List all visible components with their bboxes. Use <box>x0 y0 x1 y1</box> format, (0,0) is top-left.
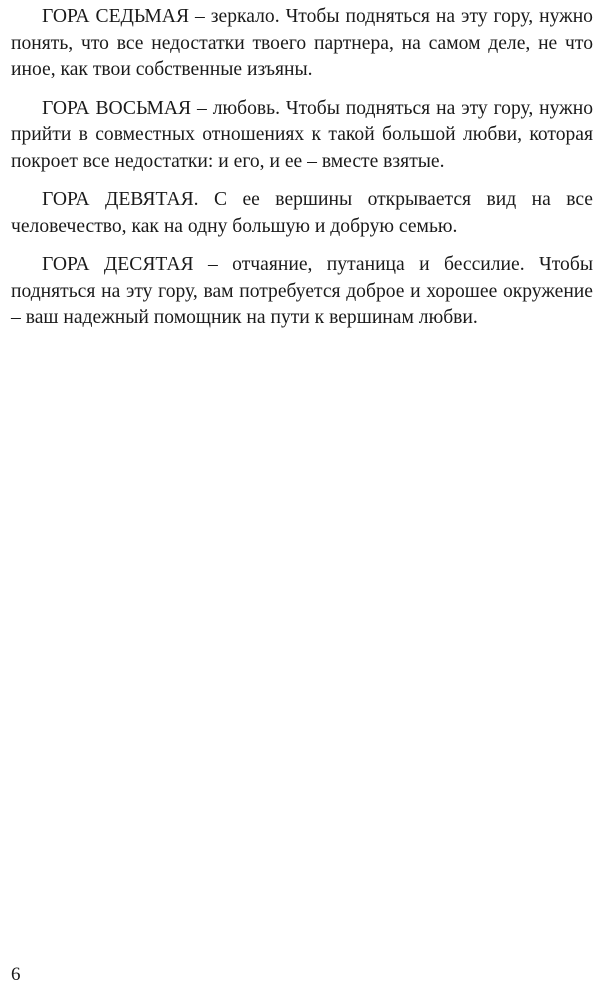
page-number: 6 <box>11 964 21 985</box>
paragraph-mountain-7 <box>11 4 593 84</box>
paragraph-mountain-9 <box>11 187 593 240</box>
paragraph-text: . С ее вершины открывается вид на все человечество, как на одну большую и добрую семью. <box>11 189 593 237</box>
paragraph-mountain-8 <box>11 96 593 176</box>
paragraph-heading: ГОРА ВОСЬМАЯ <box>42 97 192 119</box>
paragraph-text: – зеркало. Чтобы подняться на эту гору, нужно понять, что все недостатки твоего партнера, на самом деле, не что иное, как твои собственные изъяны. <box>11 6 593 80</box>
paragraph-text: – отчаяние, путаница и бессилие. Чтобы подняться на эту гору, вам потребуется доброе и хорошее окружение – ваш надежный помощник на пути к вершинам любви. <box>11 254 593 328</box>
paragraph-text: – любовь. Чтобы подняться на эту гору, нужно прийти в совместных отношениях к такой большой любви, которая покроет все недостатки: и его, и ее – вместе взятые. <box>11 97 594 172</box>
paragraph-heading: ГОРА СЕДЬМАЯ <box>42 6 190 27</box>
paragraph-heading: ГОРА ДЕСЯТАЯ <box>42 254 194 275</box>
paragraph-mountain-10 <box>11 252 593 332</box>
page-body <box>11 4 593 344</box>
paragraph-heading: ГОРА ДЕВЯТАЯ <box>42 189 194 210</box>
